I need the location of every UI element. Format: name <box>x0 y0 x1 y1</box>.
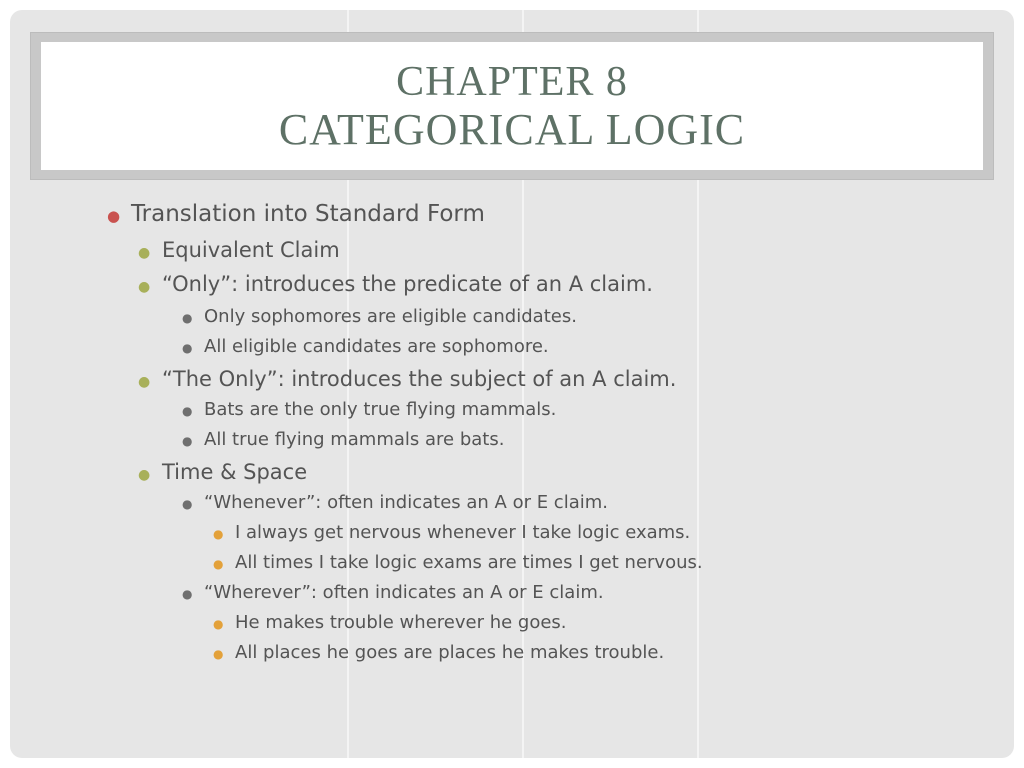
bullet-dot-icon: ● <box>213 557 224 571</box>
bullet-item <box>182 429 504 450</box>
bullet-item <box>182 306 577 327</box>
bullet-dot-icon: ● <box>107 207 121 225</box>
bullet-item <box>138 367 676 391</box>
bullet-dot-icon: ● <box>138 245 151 261</box>
bullet-text: “Only”: introduces the predicate of an A claim. <box>162 272 653 296</box>
bullet-item <box>138 460 307 484</box>
slide-content <box>10 10 1014 758</box>
bullet-text: He makes trouble wherever he goes. <box>235 612 567 633</box>
slide <box>10 10 1014 758</box>
bullet-text: Equivalent Claim <box>162 238 340 262</box>
bullet-item <box>213 552 703 573</box>
bullet-text: All places he goes are places he makes trouble. <box>235 642 665 663</box>
slide-title-line-1: CHAPTER 8 <box>396 59 628 105</box>
bullet-dot-icon: ● <box>138 467 151 483</box>
bullet-dot-icon: ● <box>182 404 193 418</box>
bullet-item <box>107 201 485 227</box>
slide-title-line-2: CATEGORICAL LOGIC <box>278 105 746 154</box>
bullet-item <box>138 272 653 296</box>
bullet-dot-icon: ● <box>182 341 193 355</box>
bullet-dot-icon: ● <box>138 279 151 295</box>
bullet-dot-icon: ● <box>213 647 224 661</box>
bullet-item <box>213 522 690 543</box>
bullet-item <box>138 238 340 262</box>
bullet-text: I always get nervous whenever I take logic exams. <box>235 522 691 543</box>
bullet-text: Only sophomores are eligible candidates. <box>204 306 577 327</box>
bullet-item <box>213 612 567 633</box>
bullet-dot-icon: ● <box>213 617 224 631</box>
bullet-dot-icon: ● <box>182 587 193 601</box>
bullet-dot-icon: ● <box>182 434 193 448</box>
bullet-text: All times I take logic exams are times I get nervous. <box>235 552 703 573</box>
bullet-dot-icon: ● <box>138 374 151 390</box>
bullet-item <box>182 582 604 603</box>
bullet-text: Translation into Standard Form <box>131 201 485 227</box>
bullet-text: All true flying mammals are bats. <box>204 429 505 450</box>
bullet-dot-icon: ● <box>182 311 193 325</box>
bullet-text: Bats are the only true flying mammals. <box>204 399 557 420</box>
bullet-dot-icon: ● <box>182 497 193 511</box>
bullet-text: All eligible candidates are sophomore. <box>204 336 549 357</box>
bullet-item <box>182 492 608 513</box>
bullet-item <box>182 399 556 420</box>
bullet-dot-icon: ● <box>213 527 224 541</box>
bullet-item <box>213 642 664 663</box>
bullet-text: Time & Space <box>162 460 308 484</box>
bullet-text: “Wherever”: often indicates an A or E claim. <box>204 582 604 603</box>
bullet-text: “The Only”: introduces the subject of an A claim. <box>162 367 677 391</box>
bullet-text: “Whenever”: often indicates an A or E claim. <box>204 492 608 513</box>
bullet-item <box>182 336 549 357</box>
